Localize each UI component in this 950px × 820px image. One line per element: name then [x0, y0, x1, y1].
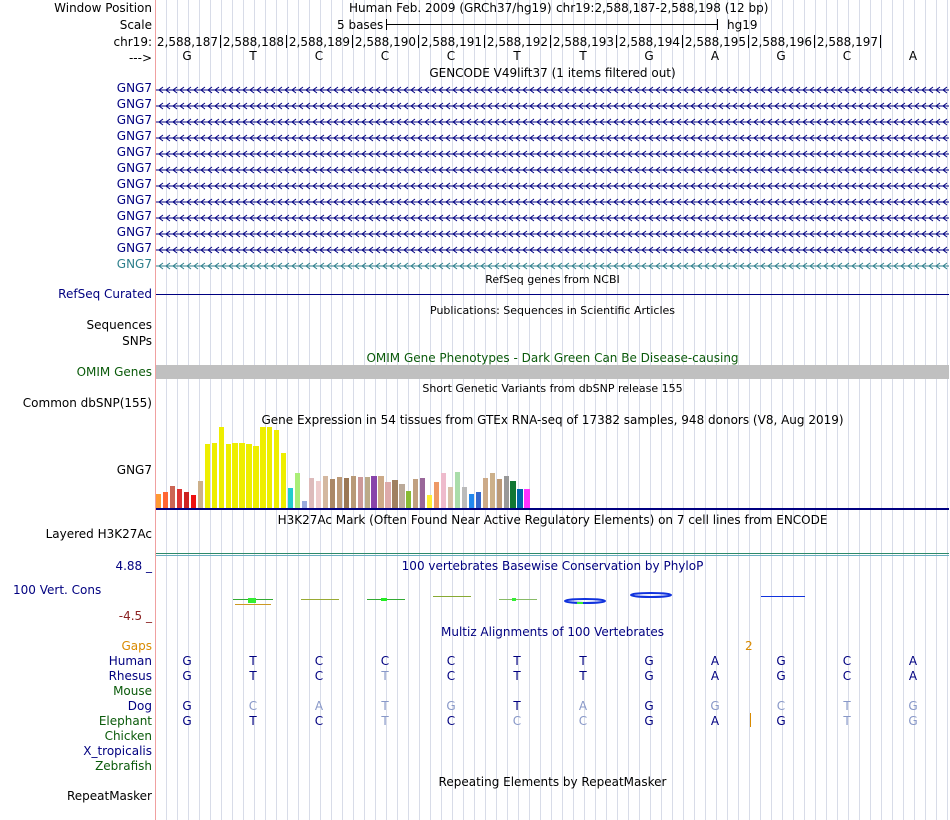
reference-base: A [710, 49, 720, 63]
gtex-tissue-bar[interactable] [198, 481, 203, 508]
repeatmasker-label[interactable]: RepeatMasker [66, 789, 152, 803]
gtex-tissue-bar[interactable] [455, 472, 460, 508]
alignment-base: G [908, 714, 918, 728]
gencode-track-title[interactable]: GENCODE V49lift37 (1 items filtered out) [429, 66, 676, 80]
ruler-tick [880, 35, 881, 48]
alignment-base: C [446, 654, 456, 668]
gtex-tissue-bar[interactable] [358, 477, 363, 508]
ruler-position: 2,588,189 [288, 35, 350, 49]
gtex-tissue-bar[interactable] [309, 478, 314, 508]
alignment-base: A [710, 669, 720, 683]
gtex-bar-chart[interactable] [156, 428, 949, 508]
phylop-mark-8 [761, 596, 805, 597]
omim-genes-label[interactable]: OMIM Genes [76, 365, 152, 379]
h3k27ac-signal-line-2 [156, 555, 949, 556]
scale-bar-right-tick [717, 19, 718, 30]
reference-base: A [908, 49, 918, 63]
alignment-base: T [381, 714, 389, 728]
ruler-tick [484, 35, 485, 48]
alignment-base: G [182, 699, 192, 713]
phylop-mark-3 [367, 598, 405, 601]
gtex-tissue-bar[interactable] [497, 479, 502, 508]
gencode-transcript[interactable] [156, 178, 949, 192]
gtex-tissue-bar[interactable] [504, 476, 509, 508]
alignment-base: C [446, 714, 456, 728]
gencode-transcript[interactable] [156, 194, 949, 208]
gtex-tissue-bar[interactable] [191, 495, 196, 508]
gtex-tissue-bar[interactable] [420, 478, 425, 508]
h3k27ac-track-title[interactable]: H3K27Ac Mark (Often Found Near Active Regulatory Elements) on 7 cell lines from ENCODE [277, 513, 828, 527]
alignment-base: A [314, 699, 324, 713]
alignment-base: T [381, 699, 389, 713]
ruler-tick [682, 35, 683, 48]
gencode-gene-label[interactable]: GNG7 [116, 177, 152, 191]
alignment-base: T [843, 714, 851, 728]
reference-base: T [513, 49, 521, 63]
gtex-tissue-bar[interactable] [302, 501, 307, 508]
gtex-tissue-bar[interactable] [330, 479, 335, 508]
alignment-base: C [842, 669, 852, 683]
gtex-tissue-bar[interactable] [351, 476, 356, 508]
common-dbsnp-label[interactable]: Common dbSNP(155) [22, 396, 152, 410]
gtex-tissue-bar[interactable] [385, 482, 390, 508]
gtex-tissue-bar[interactable] [490, 473, 495, 508]
scale-label: Scale [119, 18, 152, 32]
ruler-tick [550, 35, 551, 48]
db-label: hg19 [727, 18, 758, 32]
gtex-tissue-bar[interactable] [232, 443, 237, 508]
gtex-tissue-bar[interactable] [316, 481, 321, 508]
ruler-position: 2,588,187 [156, 35, 218, 49]
alignment-base: G [776, 654, 786, 668]
phylop-max-label: 4.88 _ [115, 559, 152, 573]
alignment-base: T [249, 654, 257, 668]
ruler-position: 2,588,190 [354, 35, 416, 49]
reference-base: G [644, 49, 654, 63]
alignment-base: G [776, 714, 786, 728]
alignment-base: G [644, 699, 654, 713]
gtex-tissue-bar[interactable] [239, 443, 244, 508]
repeatmasker-track-title[interactable]: Repeating Elements by RepeatMasker [438, 775, 667, 789]
phylop-mark-5 [499, 598, 537, 601]
gtex-baseline [156, 508, 949, 510]
gtex-tissue-bar[interactable] [476, 492, 481, 508]
gencode-gene-label[interactable]: GNG7 [116, 193, 152, 207]
reference-base: C [842, 49, 852, 63]
gtex-tissue-bar[interactable] [253, 446, 258, 508]
ruler-tick [418, 35, 419, 48]
gtex-tissue-bar[interactable] [163, 492, 168, 508]
gencode-gene-label[interactable]: GNG7 [116, 257, 152, 271]
alignment-base: C [842, 654, 852, 668]
reference-base: G [182, 49, 192, 63]
gtex-tissue-bar[interactable] [462, 487, 467, 508]
phylop-mark-1 [233, 598, 273, 605]
gtex-tissue-bar[interactable] [344, 478, 349, 508]
gencode-gene-label[interactable]: GNG7 [116, 81, 152, 95]
window-position-label: Window Position [54, 1, 152, 15]
ruler-position: 2,588,196 [750, 35, 812, 49]
gtex-tissue-bar[interactable] [212, 443, 217, 508]
chrom-label: chr19: [113, 35, 152, 49]
ruler-position: 2,588,192 [486, 35, 548, 49]
omim-gene-bar[interactable] [156, 365, 949, 379]
alignment-base: T [381, 669, 389, 683]
track-label-column [0, 0, 156, 820]
gencode-gene-label[interactable]: GNG7 [116, 97, 152, 111]
gtex-tissue-bar[interactable] [392, 480, 397, 508]
vert-cons-label[interactable]: 100 Vert. Cons [13, 583, 102, 597]
alignment-base: G [644, 714, 654, 728]
ruler-position: 2,588,197 [816, 35, 878, 49]
gencode-transcript[interactable] [156, 226, 949, 240]
refseq-curated-label[interactable]: RefSeq Curated [58, 287, 152, 301]
gtex-tissue-bar[interactable] [406, 491, 411, 508]
alignment-base: C [314, 669, 324, 683]
gtex-tissue-bar[interactable] [517, 489, 522, 508]
species-label-elephant[interactable]: Elephant [98, 714, 152, 728]
ruler-position: 2,588,191 [420, 35, 482, 49]
refseq-track-title[interactable]: RefSeq genes from NCBI [485, 273, 620, 286]
species-label-mouse[interactable]: Mouse [113, 684, 152, 698]
phylop-track-title[interactable]: 100 vertebrates Basewise Conservation by PhyloP [401, 559, 704, 573]
gencode-gene-label[interactable]: GNG7 [116, 129, 152, 143]
gtex-tissue-bar[interactable] [323, 476, 328, 508]
gencode-transcript[interactable] [156, 98, 949, 112]
alignment-base: A [908, 669, 918, 683]
phylop-mark-6 [565, 599, 605, 604]
gtex-tissue-bar[interactable] [295, 473, 300, 508]
gencode-transcript[interactable] [156, 130, 949, 144]
alignment-base: G [644, 654, 654, 668]
track-display-area[interactable] [155, 0, 950, 820]
gtex-tissue-bar[interactable] [524, 489, 529, 508]
phylop-mark-4 [433, 596, 471, 597]
ruler-tick [616, 35, 617, 48]
reference-base: T [579, 49, 587, 63]
gencode-gene-label[interactable]: GNG7 [116, 241, 152, 255]
gencode-gene-label[interactable]: GNG7 [116, 225, 152, 239]
gtex-tissue-bar[interactable] [399, 484, 404, 508]
alignment-base: A [908, 654, 918, 668]
gap-insertion-marker [750, 713, 751, 727]
alignment-base: G [182, 654, 192, 668]
gtex-tissue-bar[interactable] [177, 489, 182, 508]
phylop-conservation-plot[interactable] [155, 585, 950, 615]
ruler-position: 2,588,194 [618, 35, 680, 49]
alignment-base: G [710, 699, 720, 713]
gtex-tissue-bar[interactable] [226, 444, 231, 508]
gtex-tissue-bar[interactable] [219, 427, 224, 508]
ruler-tick [352, 35, 353, 48]
gtex-tissue-bar[interactable] [448, 487, 453, 508]
gtex-track-title[interactable]: Gene Expression in 54 tissues from GTEx RNA-seq of 17382 samples, 948 donors (V8, Aug 2019) [261, 413, 844, 427]
layered-h3k27ac-label[interactable]: Layered H3K27Ac [45, 527, 152, 541]
gtex-tissue-bar[interactable] [483, 478, 488, 508]
alignment-base: C [314, 654, 324, 668]
gtex-tissue-bar[interactable] [434, 482, 439, 508]
alignment-base: C [578, 714, 588, 728]
alignment-base: G [182, 669, 192, 683]
gencode-transcript[interactable] [156, 210, 949, 224]
gtex-gene-label[interactable]: GNG7 [116, 463, 152, 477]
gap-count: 2 [745, 639, 753, 653]
gtex-tissue-bar[interactable] [205, 444, 210, 508]
h3k27ac-signal-line [156, 553, 949, 554]
ruler-tick [814, 35, 815, 48]
species-label-human[interactable]: Human [108, 654, 152, 668]
dbsnp-track-title[interactable]: Short Genetic Variants from dbSNP release 155 [422, 382, 683, 395]
gencode-transcript[interactable] [156, 146, 949, 160]
alignment-base: T [513, 669, 521, 683]
gtex-tissue-bar[interactable] [184, 492, 189, 508]
alignment-base: A [578, 699, 588, 713]
alignment-base: T [249, 714, 257, 728]
reference-base: C [314, 49, 324, 63]
gtex-tissue-bar[interactable] [337, 477, 342, 508]
species-label-rhesus[interactable]: Rhesus [108, 669, 152, 683]
gtex-tissue-bar[interactable] [378, 476, 383, 508]
gtex-tissue-bar[interactable] [156, 494, 161, 508]
alignment-base: G [446, 699, 456, 713]
alignment-base: G [644, 669, 654, 683]
alignment-base: T [513, 654, 521, 668]
alignment-base: C [512, 714, 522, 728]
gencode-transcript[interactable] [156, 162, 949, 176]
alignment-base: T [249, 669, 257, 683]
gencode-transcript[interactable] [156, 242, 949, 256]
gtex-tissue-bar[interactable] [274, 430, 279, 508]
snps-label[interactable]: SNPs [122, 334, 152, 348]
gtex-tissue-bar[interactable] [288, 488, 293, 508]
gencode-gene-label[interactable]: GNG7 [116, 113, 152, 127]
gtex-tissue-bar[interactable] [469, 494, 474, 508]
gencode-transcript[interactable] [156, 114, 949, 128]
gtex-tissue-bar[interactable] [246, 444, 251, 508]
gtex-tissue-bar[interactable] [267, 427, 272, 508]
phylop-min-label: -4.5 _ [118, 609, 152, 623]
gtex-tissue-bar[interactable] [510, 481, 515, 508]
gtex-tissue-bar[interactable] [170, 486, 175, 508]
gtex-tissue-bar[interactable] [371, 476, 376, 508]
alignment-base: T [579, 654, 587, 668]
ruler-position: 2,588,193 [552, 35, 614, 49]
gencode-gene-label[interactable]: GNG7 [116, 145, 152, 159]
gencode-transcript[interactable] [156, 82, 949, 96]
phylop-mark-2 [301, 599, 339, 600]
scale-text: 5 bases [337, 18, 384, 32]
sequences-label[interactable]: Sequences [86, 318, 152, 332]
reference-base: C [380, 49, 390, 63]
scale-bar [386, 24, 717, 25]
ruler-tick [748, 35, 749, 48]
alignment-base: C [380, 654, 390, 668]
gtex-tissue-bar[interactable] [365, 477, 370, 508]
position-readout: chr19:2,588,187-2,588,198 (12 bp) [556, 1, 769, 15]
gtex-tissue-bar[interactable] [413, 479, 418, 508]
strand-arrow-label[interactable]: ---> [128, 51, 152, 65]
alignment-base: G [776, 669, 786, 683]
species-label-x_tropicalis[interactable]: X_tropicalis [83, 744, 152, 758]
alignment-base: C [446, 669, 456, 683]
alignment-base: A [710, 714, 720, 728]
gtex-tissue-bar[interactable] [281, 453, 286, 508]
ruler-tick [286, 35, 287, 48]
phylop-mark-7 [631, 593, 671, 597]
gtex-tissue-bar[interactable] [427, 495, 432, 508]
reference-base: T [249, 49, 257, 63]
alignment-base: C [248, 699, 258, 713]
ruler-position: 2,588,188 [222, 35, 284, 49]
alignment-base: T [579, 669, 587, 683]
multiz-track-title[interactable]: Multiz Alignments of 100 Vertebrates [440, 625, 665, 639]
assembly-title: Human Feb. 2009 (GRCh37/hg19) [349, 1, 552, 15]
species-label-dog[interactable]: Dog [127, 699, 152, 713]
alignment-base: G [908, 699, 918, 713]
gtex-tissue-bar[interactable] [260, 427, 265, 508]
alignment-base: T [843, 699, 851, 713]
alignment-base: G [182, 714, 192, 728]
alignment-base: T [513, 699, 521, 713]
species-label-chicken[interactable]: Chicken [104, 729, 152, 743]
refseq-gene-line[interactable] [156, 294, 949, 295]
omim-track-title[interactable]: OMIM Gene Phenotypes - Dark Green Can Be Disease-causing [366, 351, 739, 365]
alignment-base: C [314, 714, 324, 728]
ruler-position: 2,588,195 [684, 35, 746, 49]
gencode-gene-label[interactable]: GNG7 [116, 209, 152, 223]
gaps-label: Gaps [121, 639, 152, 653]
publications-track-title[interactable]: Publications: Sequences in Scientific Articles [430, 304, 675, 317]
gtex-tissue-bar[interactable] [441, 473, 446, 508]
ruler-tick [220, 35, 221, 48]
reference-base: C [446, 49, 456, 63]
scale-bar-left-tick [386, 19, 387, 30]
gencode-transcript[interactable] [156, 258, 949, 272]
gencode-gene-label[interactable]: GNG7 [116, 161, 152, 175]
species-label-zebrafish[interactable]: Zebrafish [95, 759, 152, 773]
alignment-base: A [710, 654, 720, 668]
alignment-base: C [776, 699, 786, 713]
reference-base: G [776, 49, 786, 63]
